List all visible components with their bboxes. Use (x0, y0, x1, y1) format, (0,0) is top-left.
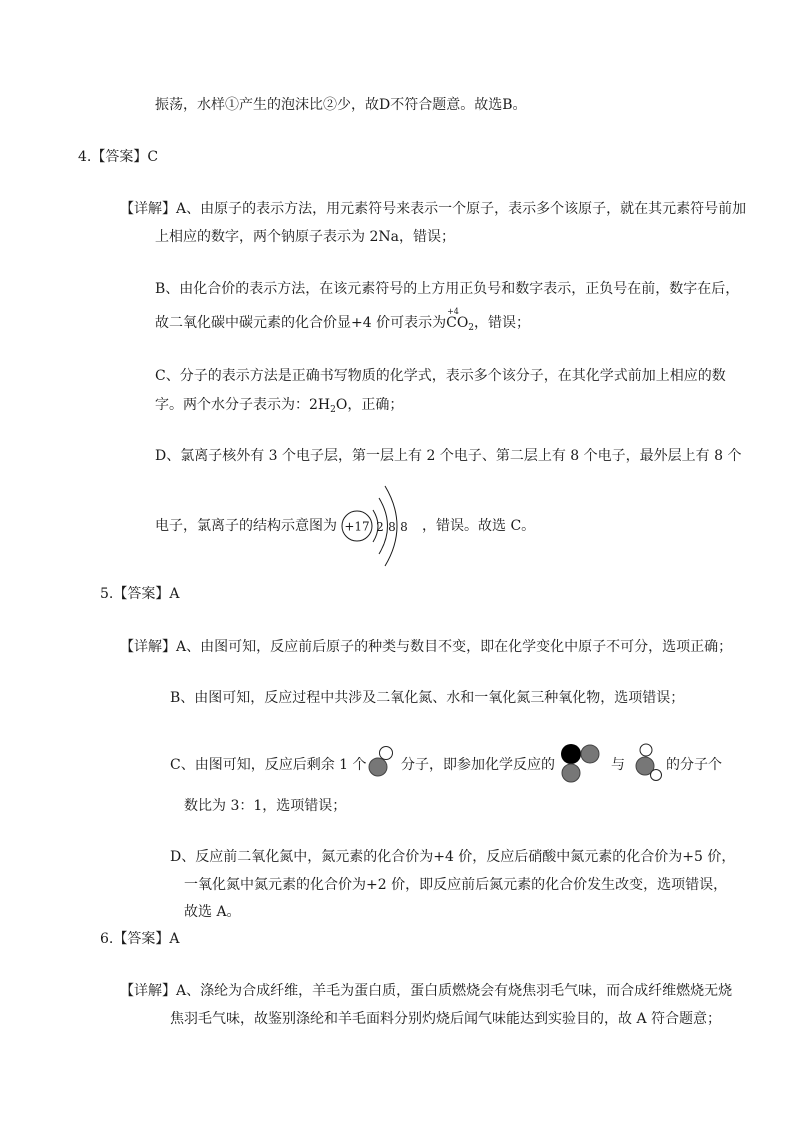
q5-option-d-text: D、反应前二氧化氮中，氮元素的化合价为+4 价，反应后硝酸中氮元素的化合价为+5 价， (170, 849, 736, 865)
q5-detail-label: 【详解】 (120, 639, 176, 655)
q6-option-a-text: A、涤纶为合成纤维，羊毛为蛋白质，蛋白质燃烧会有烧焦羽毛气味，而合成纤维燃烧无烧 (176, 983, 733, 999)
q4-option-a-text: A、由原子的表示方法，用元素符号来表示一个原子，表示多个该原子，就在其元素符号前加 (176, 201, 747, 217)
h2o-molecule-icon (632, 743, 664, 781)
nucleus-charge: +17 (344, 519, 370, 534)
chloride-ion-diagram (338, 480, 420, 576)
q4-option-b-cont: 故二氧化碳中碳元素的化合价显+4 价可表示为 +4 $CO_2$，错误； (155, 309, 530, 338)
q6-detail-line-a1 (120, 981, 732, 1001)
shell-1-count: 2 (376, 520, 384, 534)
no-molecule-icon (366, 745, 398, 779)
q5-option-c-text-1: C、由图可知，反应后剩余 1 个 (170, 757, 367, 773)
q6-detail-label: 【详解】 (120, 983, 176, 999)
no2-molecule-icon (558, 742, 604, 784)
q5-detail-line-a1 (120, 637, 732, 657)
q4-detail-line-a1 (120, 199, 746, 219)
q5-answer: 5.【答案】A (100, 586, 180, 602)
q4-detail-label: 【详解】 (120, 201, 176, 217)
q3-text-line: 振荡，水样①产生的泡沫比②少，故D不符合题意。故选B。 (155, 97, 527, 113)
q5-option-d-cont: 一氧化氮中氮元素的化合价为+2 价，即反应前后氮元素的化合价发生改变，选项错误， (184, 877, 728, 893)
q4-option-c-text: C、分子的表示方法是正确书写物质的化学式，表示多个该分子，在其化学式前加上相应的数 (155, 368, 726, 384)
q5-option-c-cont: 数比为 3：1，选项错误； (184, 798, 347, 814)
q4-option-d-cont-pre: 电子，氯离子的结构示意图为 (155, 518, 337, 534)
q5-option-b-text: B、由图可知，反应过程中共涉及二氧化氮、水和一氧化氮三种氧化物，选项错误； (170, 690, 685, 706)
q4-option-b-text: B、由化合价的表示方法，在该元素符号的上方用正负号和数字表示，正负号在前，数字在后， (155, 281, 740, 297)
q6-option-a-cont: 焦羽毛气味，故鉴别涤纶和羊毛面料分别灼烧后闻气味能达到实验目的，故 A 符合题意； (170, 1011, 722, 1027)
q6-answer: 6.【答案】A (100, 931, 180, 947)
q4-option-d-cont-post: ，错误。故选 C。 (422, 518, 536, 534)
q4-option-d-text: D、氯离子核外有 3 个电子层，第一层上有 2 个电子、第二层上有 8 个电子，最外层上有 8 个 (155, 448, 742, 464)
q5-conclusion: 故选 A。 (184, 904, 241, 920)
q5-option-c-text-4: 的分子个 (666, 757, 722, 773)
q5-option-c-text-3: 与 (611, 757, 625, 773)
co2-valence-formula: +4 $CO_2$ (446, 307, 475, 333)
q5-option-c-text-2: 分子，即参加化学反应的 (401, 757, 555, 773)
q5-option-a-text: A、由图可知，反应前后原子的种类与数目不变，即在化学变化中原子不可分，选项正确； (176, 639, 733, 655)
shell-3-count: 8 (400, 520, 408, 534)
q4-option-a-cont: 上相应的数字，两个钠原子表示为 2Na，错误； (155, 229, 455, 245)
shell-2-count: 8 (388, 520, 396, 534)
q4-answer: 4.【答案】C (78, 149, 159, 165)
q4-option-c-cont: 字。两个水分子表示为：$2H_2O$，正确； (155, 397, 404, 415)
